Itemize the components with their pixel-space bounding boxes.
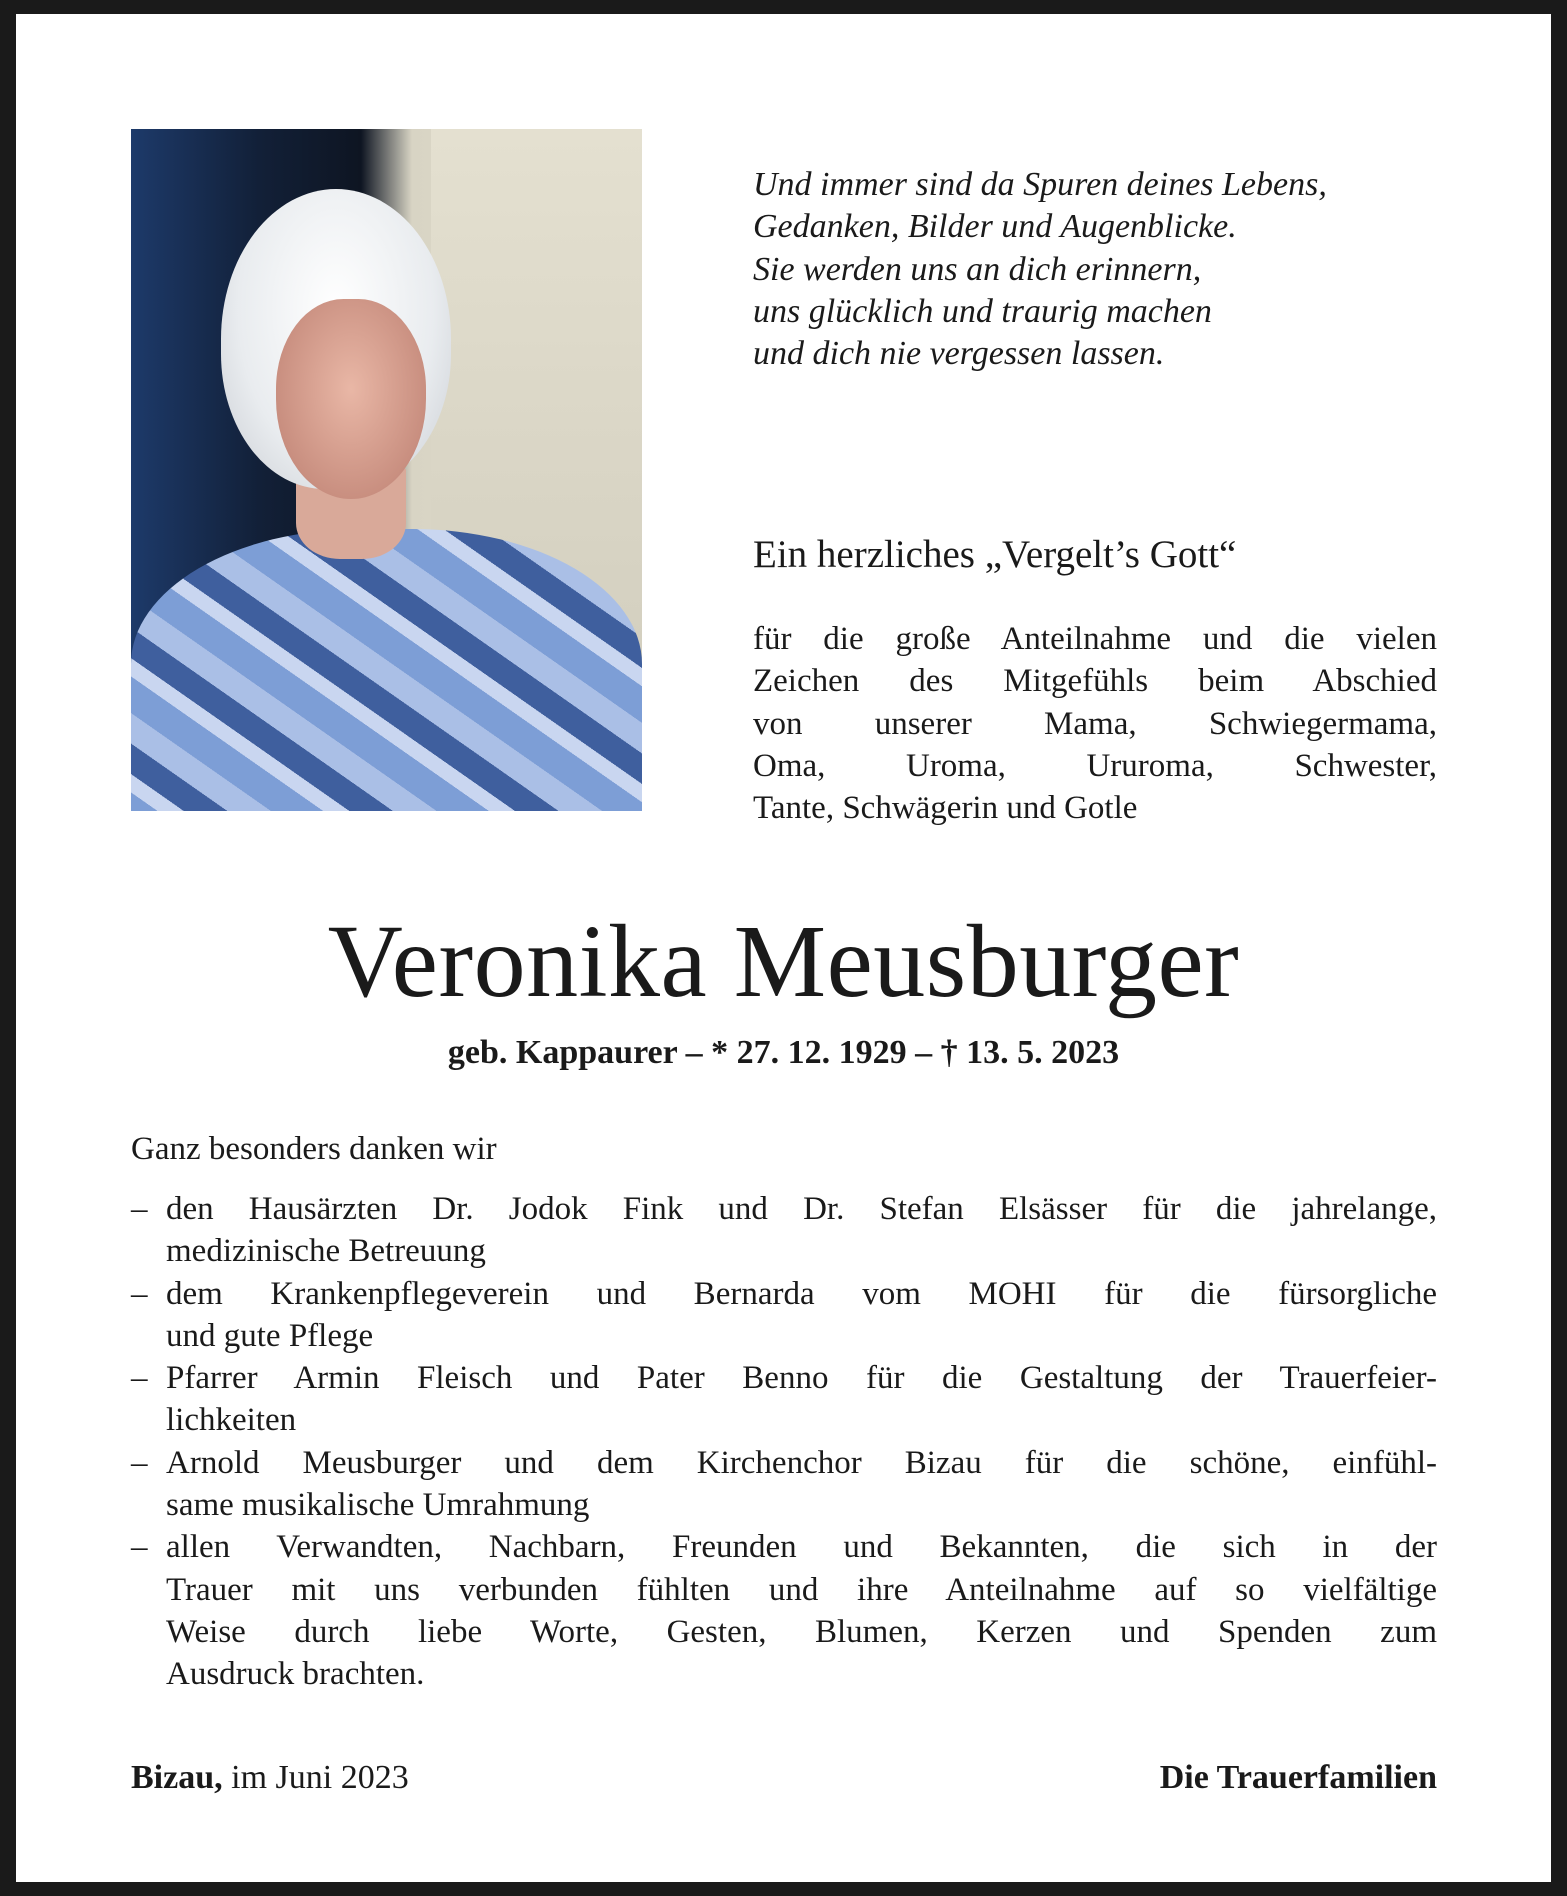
list-item-line: Arnold Meusburger und dem Kirchenchor Bizau für die schöne, einfühl- [166,1444,1437,1481]
list-item-line: allen Verwandten, Nachbarn, Freunden und Bekannten, die sich in der [166,1529,1437,1566]
thanks-title: Ein herzliches „Vergelt’s Gott“ [753,533,1237,576]
paragraph-line: für die große Anteilnahme und die vielen [753,621,1437,657]
list-item [131,1526,1437,1695]
dash-bullet: – [131,1444,148,1481]
deceased-name: Veronika Meusburger [327,904,1240,1019]
poem-line: und dich nie vergessen lassen. [753,335,1165,373]
special-thanks-list [131,1188,1437,1696]
poem [753,164,1327,375]
thanks-paragraph [753,618,1437,829]
list-item [131,1357,1437,1442]
list-item [131,1442,1437,1527]
special-thanks-intro: Ganz besonders danken wir [131,1131,497,1167]
paragraph-line: von unserer Mama, Schwiegermama, [753,705,1437,742]
list-item-line: same musikalische Umrahmung [166,1487,590,1524]
obituary-page [16,14,1551,1882]
list-item-line: Pfarrer Armin Fleisch und Pater Benno für die Gestaltung der Trauerfeier- [166,1360,1437,1397]
list-item-line: den Hausärzten Dr. Jodok Fink und Dr. Stefan Elsässer für die jahrelange, [166,1191,1437,1227]
place: Bizau, [131,1759,223,1796]
poem-line: Und immer sind da Spuren deines Lebens, [753,166,1327,203]
list-item-line: lichkeiten [166,1402,297,1439]
date: im Juni 2023 [222,1759,409,1796]
paragraph-line: Zeichen des Mitgefühls beim Abschied [753,663,1437,700]
poem-line: uns glücklich und traurig machen [753,292,1212,330]
birth-death-dates: geb. Kappaurer – * 27. 12. 1929 – † 13. 5. 2023 [447,1034,1120,1071]
list-item-line: dem Krankenpflegeverein und Bernarda vom MOHI für die fürsorgliche [166,1275,1437,1312]
list-item-line: medizinische Betreuung [166,1233,486,1270]
paragraph-line: Oma, Uroma, Ururoma, Schwester, [753,747,1437,784]
list-item [131,1273,1437,1358]
portrait-photo [131,129,642,811]
list-item-line: Ausdruck brachten. [166,1656,425,1693]
dash-bullet: – [131,1529,148,1566]
list-item-line: und gute Pflege [166,1317,374,1354]
place-date [131,1759,409,1797]
list-item-line: Trauer mit uns verbunden fühlten und ihre Anteilnahme auf so vielfältige [166,1571,1437,1608]
dash-bullet: – [131,1275,148,1312]
dash-bullet: – [131,1191,148,1227]
poem-line: Gedanken, Bilder und Augenblicke. [753,208,1237,246]
dash-bullet: – [131,1360,148,1397]
signature: Die Trauerfamilien [1159,1759,1437,1796]
paragraph-line: Tante, Schwägerin und Gotle [753,790,1138,827]
list-item-line: Weise durch liebe Worte, Gesten, Blumen, Kerzen und Spenden zum [166,1613,1437,1650]
list-item [131,1188,1437,1273]
poem-line: Sie werden uns an dich erinnern, [753,250,1202,288]
